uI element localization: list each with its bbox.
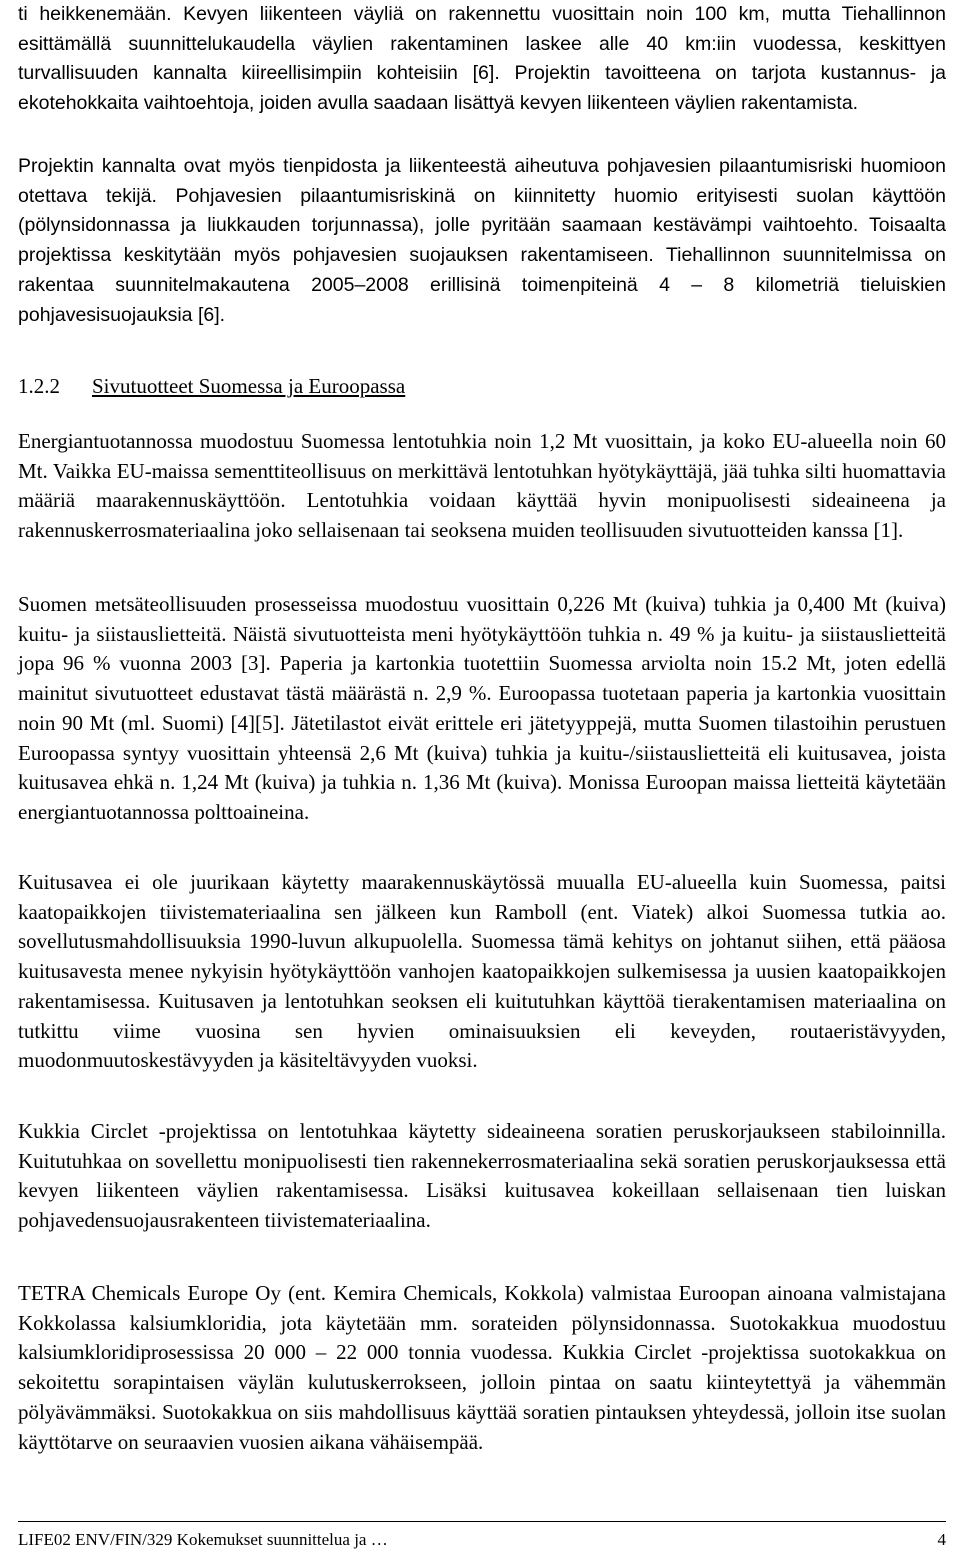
paragraph-tetra-chemicals: TETRA Chemicals Europe Oy (ent. Kemira Chemicals, Kokkola) valmistaa Euroopan ainoana valmistajana Kokkolassa kalsiumkloridia, jota käytetään mm. sorateiden pölynsidonnassa. Suotokakkua muodostuu kalsiumkloridiprosessissa 20 000 – 22 000 tonnia vuodessa. Kukkia Circlet -projektissa suotokakkua on sekoitettu sorapintaisen väylän kulutuskerrokseen, jolloin pintaa on saatu kiinteytettyä ja vähemmän pölyävämmäksi. Suotokakkua on siis mahdollisuus käyttää soratien pintauksen yhteydessä, jolloin itse suolan käyttötarve on seuraavien vuosien aikana vähäisempää. (18, 1281, 946, 1454)
footer-divider (18, 1521, 946, 1522)
section-title: Sivutuotteet Suomessa ja Euroopassa (92, 374, 406, 398)
section-number: 1.2.2 (18, 374, 60, 398)
section-heading (18, 371, 405, 401)
paragraph-kukkia-circlet: Kukkia Circlet -projektissa on lentotuhkaa käytetty sideaineena soratien peruskorjaukseen stabiloinnilla. Kuitutuhkaa on sovellettu monipuolisesti tien rakennekerrosmateriaalina sekä soratien peruskorjauksessa että kevyen liikenteen väylien rakentamisessa. Lisäksi kuitusavea kokeillaan sellaisenaan tien luiskan pohjavedensuojausrakenteen tiivistemateriaalina. (18, 1119, 946, 1233)
paragraph-fly-ash: Energiantuotannossa muodostuu Suomessa lentotuhkia noin 1,2 Mt vuosittain, ja koko EU-alueella noin 60 Mt. Vaikka EU-maissa sementtiteollisuus on merkittävä lentotuhkan hyötykäyttäjä, jää tuhka silti huomattavia määriä maarakennuskäyttöön. Lentotuhkia voidaan käyttää hyvin monipuolisesti sideaineena ja rakennuskerrosmateriaalina joko sellaisenaan tai seoksena muiden teollisuuden sivutuotteiden kanssa [1]. (18, 429, 946, 543)
footer-document-id: LIFE02 ENV/FIN/329 Kokemukset suunnittelua ja … (18, 1530, 388, 1549)
paragraph-forest-industry: Suomen metsäteollisuuden prosesseissa muodostuu vuosittain 0,226 Mt (kuiva) tuhkia ja 0,400 Mt (kuiva) kuitu- ja siistauslietteitä. Näistä sivutuotteista meni hyötykäyttöön tuhkia n. 49 % ja kuitu- ja siistauslietteitä jopa 96 % vuonna 2003 [3]. Paperia ja kartonkia tuotettiin Suomessa arviolta noin 15.2 Mt, joten edellä mainitut sivutuotteet edustavat tästä määrästä n. 2,9 %. Euroopassa tuotetaan paperia ja kartonkia vuosittain noin 90 Mt (ml. Suomi) [4][5]. Jätetilastot eivät erittele eri jätetyyppejä, mutta Suomen tilastoihin perustuen Euroopassa syntyy vuosittain yhteensä 2,6 Mt (kuiva) tuhkia ja kuitu-/siistauslietteitä eli kuitusavea, joista kuitusavea ehkä n. 1,24 Mt (kuiva) ja tuhkia n. 1,36 Mt (kuiva). Monissa Euroopan maissa lietteitä käytetään energiantuotannossa polttoaineina. (18, 592, 946, 824)
paragraph-intro: ti heikkenemään. Kevyen liikenteen väyliä on rakennettu vuosittain noin 100 km, mutta Tiehallinnon esittämällä suunnittelukaudella väylien rakentaminen laskee alle 40 km:iin vuodessa, keskittyen turvallisuuden kannalta kiireellisimpiin kohteisiin [6]. Projektin tavoitteena on tarjota kustannus- ja ekotehokkaita vaihtoehtoja, joiden avulla saadaan lisättyä kevyen liikenteen väylien rakentamista. (18, 3, 946, 115)
paragraph-fibre-clay: Kuitusavea ei ole juurikaan käytetty maarakennuskäytössä muualla EU-alueella kuin Suomessa, paitsi kaatopaikkojen tiivistemateriaalina sen jälkeen kun Ramboll (ent. Viatek) alkoi Suomessa tutkia ao. sovellutusmahdollisuuksia 1990-luvun alkupuolella. Suomessa tämä kehitys on johtanut siihen, että pääosa kuitusavesta menee nykyisin hyötykäyttöön vanhojen kaatopaikkojen sulkemisessa ja uusien kaatopaikkojen rakentamisessa. Kuitusaven ja lentotuhkan seoksen eli kuitutuhkan käyttöä tierakentamisen materiaalina on tutkittu viime vuosina sen hyvien ominaisuuksien eli keveyden, routaeristävyyden, muodonmuutoskestävyyden ja käsiteltävyyden vuoksi. (18, 870, 946, 1073)
page-number: 4 (937, 1530, 946, 1549)
paragraph-groundwater: Projektin kannalta ovat myös tienpidosta ja liikenteestä aiheutuva pohjavesien pilaantumisriski huomioon otettava tekijä. Pohjavesien pilaantumisriskinä on kiinnitetty huomio erityisesti suolan käyttöön (pölynsidonnassa ja liukkauden torjunnassa), jolle pyritään saamaan kestävämpi vaihtoehto. Toisaalta projektissa keskitytään myös pohjavesien suojauksen rakentamiseen. Tiehallinnon suunnitelmissa on rakentaa suunnitelmakautena 2005–2008 erillisinä toimenpiteinä 4 – 8 kilometriä tieluiskien pohjavesisuojauksia [6]. (18, 155, 946, 326)
